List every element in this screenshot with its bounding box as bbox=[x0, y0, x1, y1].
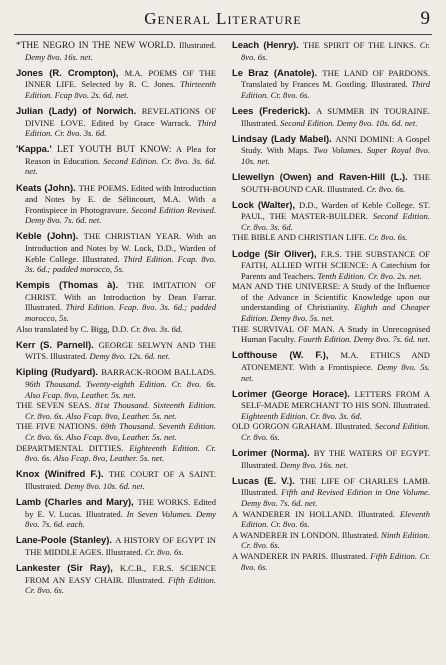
entry-description: REVELATIONS OF DIVINE LOVE. Edited by Grace Warrack. bbox=[25, 105, 216, 128]
entry-author: Lane-Poole (Stanley). bbox=[16, 534, 116, 546]
entry-work-edition: Ninth Edition. Cr. 8vo. 6s. bbox=[241, 529, 430, 551]
entry-description: A HISTORY OF EGYPT IN THE MIDDLE AGES. Illustrated. bbox=[25, 535, 216, 557]
entry-description: THE CHRISTIAN YEAR. With an Introduction and Notes by W. Lock, D.D., Warden of Keble College. Illustrated. bbox=[25, 231, 217, 264]
entry-author: Keats (John). bbox=[16, 181, 79, 193]
entry-author: Lankester (Sir Ray), bbox=[16, 561, 120, 573]
entry-work-edition: Fourth Edition. Demy 8vo. 7s. 6d. net. bbox=[295, 334, 430, 345]
entry-edition: Second Edition. Cr. 8vo. 3s. 6d. net. bbox=[25, 155, 216, 177]
entry-edition: Third Edition. Fcap. 8vo. 3s. 6d.; padded morocco, 5s. bbox=[25, 302, 216, 324]
catalogue-entry bbox=[16, 231, 216, 274]
entry-edition: Second Edition Revised. Demy 8vo. 7s. 6d. net. bbox=[25, 204, 216, 226]
catalogue-entry bbox=[232, 134, 430, 167]
entry-work-title: A WANDERER IN HOLLAND. Illustrated. bbox=[232, 508, 395, 519]
catalogue-entry bbox=[16, 340, 216, 362]
entry-edition: Third Edition. Fcap. 8vo. 3s. 6d.; padded morocco, 5s. bbox=[25, 253, 216, 275]
entry-additional-work bbox=[232, 323, 430, 345]
entry-additional-work bbox=[232, 550, 430, 572]
page-title: General Literature bbox=[144, 9, 302, 28]
entry-description: THE LAND OF PARDONS. Translated by Frances M. Gostling. Illustrated. bbox=[241, 67, 430, 90]
entry-edition: Second Edition. Demy 8vo. 10s. 6d. net. bbox=[278, 117, 418, 128]
entry-author: Lock (Walter), bbox=[232, 198, 300, 210]
entry-edition: Tenth Edition. Cr. 8vo. 2s. net. bbox=[315, 270, 422, 281]
entry-edition: Thirteenth Edition. Fcap 8vo. 2s. 6d. net. bbox=[25, 79, 216, 100]
entry-description: ANNI DOMINI: A Gospel Study. With Maps. bbox=[241, 133, 430, 156]
catalogue-entry bbox=[232, 106, 430, 128]
entry-author: Lindsay (Lady Mabel). bbox=[232, 132, 336, 144]
entry-edition: Cr. 8vo. 6s. bbox=[364, 183, 406, 194]
entry-edition: Demy 8vo. 16s. net. bbox=[25, 51, 93, 62]
catalogue-entry bbox=[16, 40, 216, 62]
entry-edition: Third Edition. Cr. 8vo. 3s. 6d. bbox=[25, 117, 217, 139]
entry-edition: Eighteenth Edition. Cr. 8vo. 3s. 6d. bbox=[241, 410, 362, 421]
entry-additional-work bbox=[232, 529, 430, 551]
entry-additional-work bbox=[16, 323, 216, 335]
entry-description: M.A. POEMS OF THE INNER LIFE. Selected by R. C. Jones. bbox=[25, 67, 217, 90]
entry-author: Jones (R. Crompton), bbox=[16, 66, 125, 78]
entry-additional-work bbox=[232, 421, 430, 442]
entry-work-title: Also translated by C. Bigg, D.D. bbox=[16, 323, 129, 334]
entry-work-title: THE SURVIVAL OF MAN. A Study in Unrecognised Human Faculty. bbox=[232, 323, 430, 345]
entry-edition: Demy 8vo. 5s. net. bbox=[241, 361, 430, 383]
catalogue-entry bbox=[16, 280, 216, 334]
entry-author: Knox (Winifred F.). bbox=[16, 468, 109, 480]
header-rule bbox=[14, 34, 432, 35]
catalogue-entry bbox=[16, 535, 216, 557]
entry-description: THE SPIRIT OF THE LINKS. bbox=[303, 40, 416, 50]
entry-work-edition: Eleventh Edition. Cr. 8vo. 6s. bbox=[241, 508, 430, 530]
entry-author: Le Braz (Anatole). bbox=[232, 66, 323, 78]
entry-author: Keble (John). bbox=[16, 230, 84, 242]
catalogue-entry bbox=[232, 200, 430, 243]
entry-edition: Two Volumes. Super Royal 8vo. 10s. net. bbox=[241, 145, 430, 166]
catalogue-entry bbox=[16, 106, 216, 139]
entry-author: Kerr (S. Parnell). bbox=[16, 338, 99, 350]
catalogue-entry bbox=[16, 497, 216, 530]
entry-work-edition: Fifth Edition. Cr. 8vo. 6s. bbox=[241, 550, 430, 572]
entry-description: BARRACK-ROOM BALLADS. bbox=[101, 367, 216, 378]
entry-additional-work bbox=[232, 508, 430, 530]
entry-additional-work bbox=[232, 232, 430, 243]
entry-author: Lamb (Charles and Mary), bbox=[16, 495, 138, 507]
entry-author: Leach (Henry). bbox=[232, 39, 303, 50]
catalogue-entry bbox=[232, 249, 430, 345]
entry-work-edition: 69th Thousand. Seventh Edition. Cr. 8vo. 6s. Also Fcap. 8vo, Leather. 5s. net. bbox=[25, 421, 216, 442]
entry-additional-work bbox=[16, 442, 216, 464]
entry-author: Lodge (Sir Oliver), bbox=[232, 247, 321, 259]
entry-description: THE SOUTH-BOUND CAR. Illustrated. bbox=[241, 171, 430, 194]
catalogue-entry bbox=[232, 350, 430, 383]
entry-work-title: A WANDERER IN PARIS. Illustrated. bbox=[232, 550, 368, 561]
entry-additional-work bbox=[232, 281, 430, 324]
entry-edition: Fifth Edition. Cr. 8vo. 6s. bbox=[25, 574, 216, 596]
entry-work-title: MAN AND THE UNIVERSE: A Study of the Influence of the Advance in Scientific Knowledge upon our understanding of Christianity. bbox=[232, 281, 430, 313]
entry-author: Lorimer (George Horace). bbox=[232, 387, 355, 399]
catalogue-entry bbox=[16, 367, 216, 463]
entry-description: THE IMITATION OF CHRIST. With an Introduction by Dean Farrar. Illustrated. bbox=[25, 280, 216, 313]
entry-description: K.C.B., F.R.S. SCIENCE FROM AN EASY CHAIR. Illustrated. bbox=[25, 562, 216, 585]
entry-edition: Cr. 8vo. 6s. bbox=[241, 40, 430, 62]
entry-additional-work bbox=[16, 400, 216, 421]
entry-description: A SUMMER IN TOURAINE. Illustrated. bbox=[241, 105, 431, 128]
entry-edition: Third Edition. Cr. 8vo. 6s. bbox=[241, 79, 430, 100]
entry-description: A Plea for Reason in Education. bbox=[25, 144, 216, 166]
entry-work-title: A WANDERER IN LONDON. Illustrated. bbox=[232, 529, 379, 540]
entry-title: LET YOUTH BUT KNOW: bbox=[56, 145, 172, 156]
catalogue-entry bbox=[16, 563, 216, 596]
entry-description: THE POEMS. Edited with Introduction and Notes by E. de Sélincourt, M.A. With a Frontispiece in Photogravure. bbox=[25, 182, 216, 215]
entry-work-title: THE SEVEN SEAS. bbox=[16, 400, 92, 411]
entry-work-edition: Eighteenth Edition. Cr. 8vo. 6s. Also Fcap. 8vo, Leather. 5s. net. bbox=[25, 442, 216, 464]
catalogue-entry bbox=[232, 172, 430, 194]
entry-additional-work bbox=[16, 421, 216, 442]
entry-description: D.D., Warden of Keble College. ST. PAUL, THE MASTER-BUILDER. bbox=[241, 199, 430, 222]
entry-author: Kempis (Thomas à). bbox=[16, 279, 128, 291]
catalogue-entry bbox=[16, 183, 216, 226]
entry-work-edition: Second Edition. Cr. 8vo. 6s. bbox=[241, 421, 430, 442]
entry-author: Lees (Frederick). bbox=[232, 104, 317, 116]
entry-author: Lorimer (Norma). bbox=[232, 447, 314, 459]
catalogue-entry bbox=[232, 68, 430, 101]
entry-work-title: DEPARTMENTAL DITTIES. bbox=[16, 442, 124, 453]
catalogue-entry bbox=[232, 448, 430, 470]
catalogue-entry bbox=[232, 389, 430, 443]
entry-description: GEORGE SELWYN AND THE WITS. Illustrated. bbox=[25, 339, 216, 362]
entry-edition: Cr. 8vo. 6s. bbox=[142, 546, 184, 557]
entry-author: Kipling (Rudyard). bbox=[16, 366, 102, 378]
right-column bbox=[232, 40, 430, 578]
entry-work-edition: Cr. 8vo. 3s. 6d. bbox=[128, 323, 183, 334]
entry-work-title: OLD GORGON GRAHAM. Illustrated. bbox=[232, 421, 373, 432]
entry-description: THE LIFE OF CHARLES LAMB. Illustrated. bbox=[241, 475, 430, 498]
entry-author: Lofthouse (W. F.), bbox=[232, 349, 341, 361]
entry-author: Llewellyn (Owen) and Raven-Hill (L.). bbox=[232, 170, 414, 182]
catalogue-entry bbox=[16, 469, 216, 491]
catalogue-entry bbox=[16, 68, 216, 101]
entry-work-edition: Eighth and Cheaper Edition. Demy 8vo. 5s. net. bbox=[241, 302, 430, 324]
entry-edition: Demy 8vo. 10s. 6d. net. bbox=[62, 480, 145, 491]
entry-description: BY THE WATERS OF EGYPT. Illustrated. bbox=[241, 448, 430, 470]
catalogue-entry bbox=[232, 476, 430, 572]
entry-edition: Demy 8vo. 16s. net. bbox=[278, 459, 348, 470]
entry-edition: In Seven Volumes. Demy 8vo. 7s. 6d. each. bbox=[25, 508, 216, 530]
entry-description: THE COURT OF A SAINT. Illustrated. bbox=[25, 469, 216, 491]
entry-author: 'Kappa.' bbox=[16, 143, 57, 155]
entry-description: LETTERS FROM A SELF-MADE MERCHANT TO HIS SON. Illustrated. bbox=[241, 388, 430, 411]
entry-description: M.A. ETHICS AND ATONEMENT. With a Frontispiece. bbox=[241, 350, 430, 372]
entry-work-title: THE FIVE NATIONS. bbox=[16, 421, 98, 432]
entry-edition: Fifth and Revised Edition in One Volume. Demy 8vo. 7s. 6d. net. bbox=[241, 487, 430, 508]
catalogue-entry bbox=[16, 144, 216, 177]
entry-title: *THE NEGRO IN THE NEW WORLD. bbox=[16, 41, 176, 51]
entry-description: Illustrated. bbox=[175, 40, 216, 50]
entry-edition: 96th Thousand. Twenty-eighth Edition. Cr. 8vo. 6s. Also Fcap. 8vo, Leather. 5s. net. bbox=[25, 379, 216, 400]
page-number: 9 bbox=[420, 8, 430, 29]
entry-description: THE WORKS. Edited by E. V. Lucas. Illustrated. bbox=[25, 496, 217, 519]
entry-work-title: THE BIBLE AND CHRISTIAN LIFE. bbox=[232, 232, 367, 243]
entry-description: F.R.S. THE SUBSTANCE OF FAITH, ALLIED WITH SCIENCE: A Catechism for Parents and Teachers. bbox=[241, 248, 430, 281]
entry-edition: Demy 8vo. 12s. 6d. net. bbox=[87, 351, 171, 362]
entry-author: Lucas (E. V.). bbox=[232, 474, 300, 486]
entry-work-edition: 81st Thousand. Sixteenth Edition. Cr. 8vo. 6s. Also Fcap. 8vo, Leather. 5s. net. bbox=[25, 400, 216, 421]
entry-author: Julian (Lady) of Norwich. bbox=[16, 104, 142, 116]
catalogue-entry bbox=[232, 40, 430, 62]
entry-edition: Second Edition. Cr. 8vo. 3s. 6d. bbox=[241, 211, 430, 232]
left-column bbox=[16, 40, 216, 601]
entry-work-edition: Cr. 8vo. 6s. bbox=[366, 232, 408, 243]
